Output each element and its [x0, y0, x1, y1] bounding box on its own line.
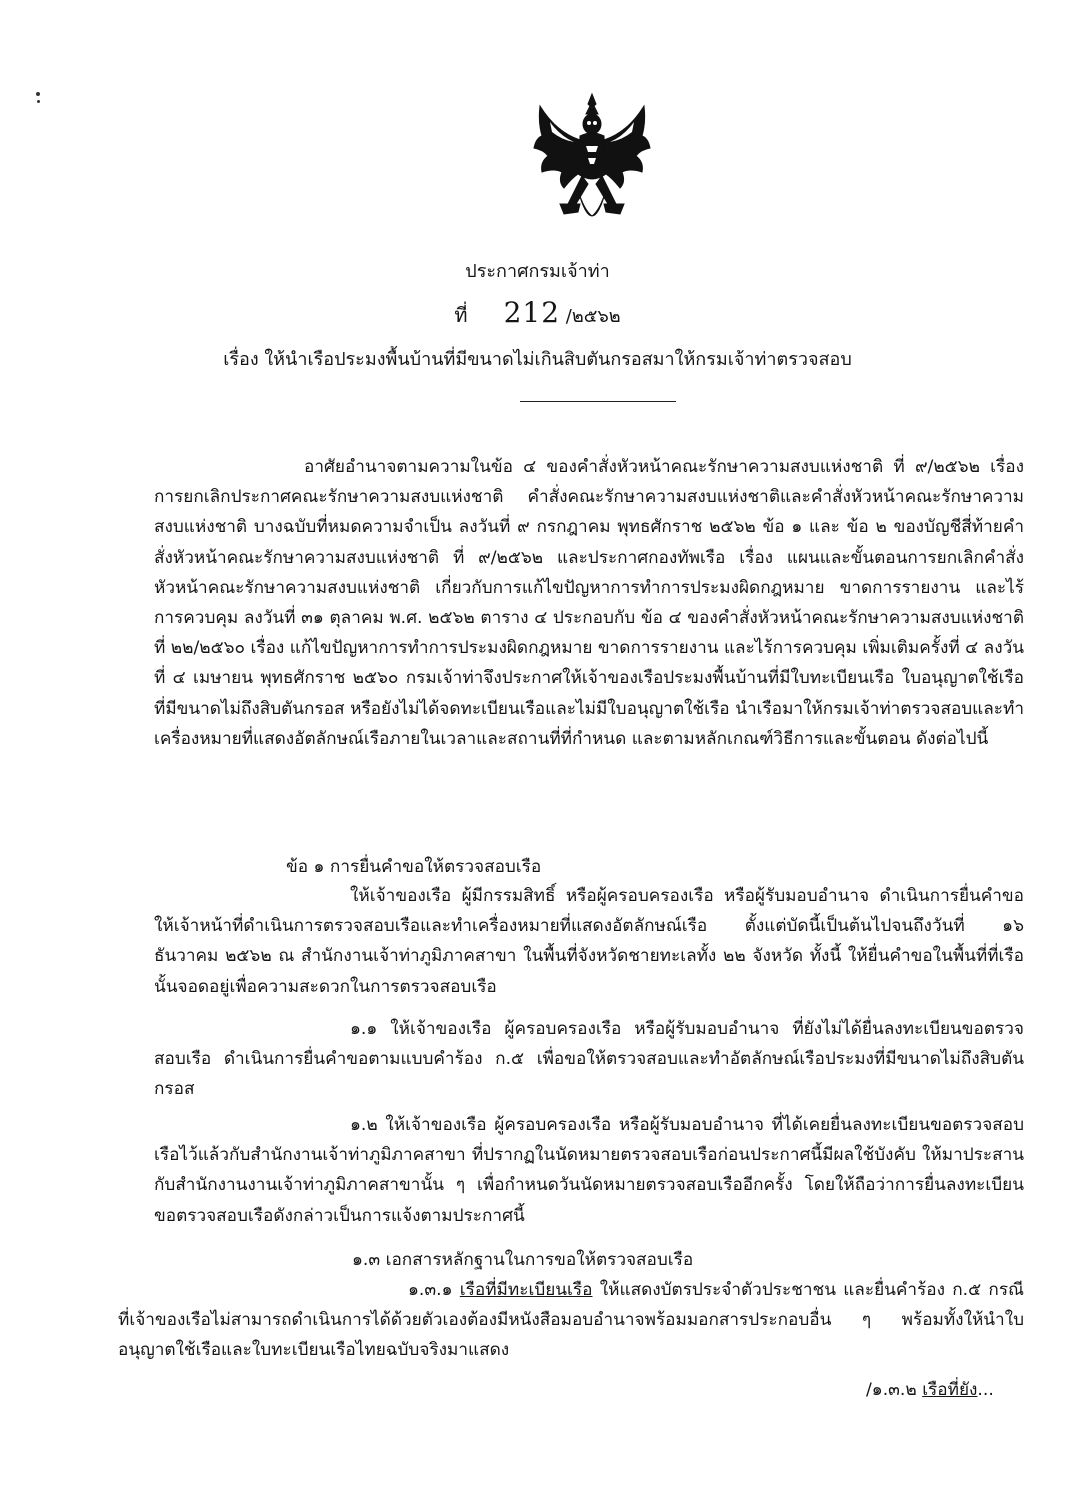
clause-1-2-paragraph: ๑.๒ ให้เจ้าของเรือ ผู้ครอบครองเรือ หรือผู้รับมอบอำนาจ ที่ได้เคยยื่นลงทะเบียนขอตรวจสอบเรือไว้แล้วกับสำนักงานเจ้าท่าภูมิภาคสาขา ที่ปรากฏในนัดหมายตรวจสอบเรือก่อนประกาศนี้มีผลใช้บังคับ ให้มาประสานกับสำนักงานงานเจ้าท่าภูมิภาคสาขานั้น ๆ เพื่อกำหนดวันนัดหมายตรวจสอบเรืออีกครั้ง โดยให้ถือว่าการยื่นลงทะเบียนขอตรวจสอบเรือดังกล่าวเป็นการแจ้งตามประกาศนี้: [154, 1115, 1024, 1226]
clause-1-paragraph: ให้เจ้าของเรือ ผู้มีกรรมสิทธิ์ หรือผู้ครอบครองเรือ หรือผู้รับมอบอำนาจ ดำเนินการยื่นคำขอให้เจ้าหน้าที่ดำเนินการตรวจสอบเรือและทำเครื่องหมายที่แสดงอัตลักษณ์เรือ ตั้งแต่บัดนี้เป็นต้นไปจนถึงวันที่ ๑๖ ธันวาคม ๒๕๖๒ ณ สำนักงานเจ้าท่าภูมิภาคสาขา ในพื้นที่จังหวัดชายทะเลทั้ง ๒๒ จังหวัด ทั้งนี้ ให้ยื่นคำขอในพื้นที่ที่เรือนั้นจอดอยู่เพื่อความสะดวกในการตรวจสอบเรือ: [154, 886, 1024, 997]
clause-1-3-1-text: ให้แสดงบัตรประจำตัวประชาชน และยื่นคำร้อง ก.๕ กรณีที่เจ้าของเรือไม่สามารถดำเนินการได้ด้วยตัวเองต้องมีหนังสือมอบอำนาจพร้อมมอกสารประกอบอื่น ๆ พร้อมทั้งให้นำใบอนุญาตใช้เรือและใบทะเบียนเรือไทยฉบับจริงมาแสดง: [118, 1280, 1025, 1361]
clause-1-3-1-underlined: เรือที่มีทะเบียนเรือ: [459, 1280, 593, 1300]
clause-1-3-heading: ๑.๓ เอกสารหลักฐานในการขอให้ตรวจสอบเรือ: [352, 1250, 694, 1270]
document-title: ประกาศกรมเจ้าท่า: [465, 261, 610, 282]
number-year: /๒๕๖๒: [565, 306, 621, 327]
clause-1-heading: ข้อ ๑ การยื่นคำขอให้ตรวจสอบเรือ: [286, 857, 542, 877]
subject-line: เรื่อง ให้นำเรือประมงพื้นบ้านที่มีขนาดไม่เกินสิบตันกรอสมาให้กรมเจ้าท่าตรวจสอบ: [223, 349, 852, 370]
scan-speck: [37, 100, 40, 103]
number-prefix: ที่: [454, 303, 468, 327]
scan-speck: [36, 92, 40, 96]
number-value: 212: [503, 296, 561, 329]
garuda-emblem-icon: [530, 92, 654, 242]
clause-1-1-paragraph: ๑.๑ ให้เจ้าของเรือ ผู้ครอบครองเรือ หรือผู้รับมอบอำนาจ ที่ยังไม่ได้ยื่นลงทะเบียนขอตรวจสอบเรือ ดำเนินการยื่นคำขอตามแบบคำร้อง ก.๕ เพื่อขอให้ตรวจสอบและทำอัตลักษณ์เรือประมงที่มีขนาดไม่ถึงสิบตันกรอส: [154, 1019, 1024, 1100]
clause-1-3-1-number: ๑.๓.๑: [408, 1280, 453, 1300]
clause-1-3-1-paragraph: [118, 1275, 1024, 1366]
footer-suffix: ...: [977, 1380, 994, 1400]
announcement-number: [0, 296, 1075, 331]
divider: [520, 401, 676, 402]
intro-paragraph: อาศัยอำนาจตามความในข้อ ๔ ของคำสั่งหัวหน้าคณะรักษาความสงบแห่งชาติ ที่ ๙/๒๕๖๒ เรื่อง การยกเลิกประกาศคณะรักษาความสงบแห่งชาติ คำสั่งคณะรักษาความสงบแห่งชาติและคำสั่งหัวหน้าคณะรักษาความสงบแห่งชาติ บางฉบับที่หมดความจำเป็น ลงวันที่ ๙ กรกฎาคม พุทธศักราช ๒๕๖๒ ข้อ ๑ และ ข้อ ๒ ของบัญชีสี่ท้ายคำสั่งหัวหน้าคณะรักษาความสงบแห่งชาติ ที่ ๙/๒๕๖๒ และประกาศกองทัพเรือ เรื่อง แผนและขั้นตอนการยกเลิกคำสั่งหัวหน้าคณะรักษาความสงบแห่งชาติ เกี่ยวกับการแก้ไขปัญหาการทำการประมงผิดกฎหมาย ขาดการรายงาน และไร้การควบคุม ลงวันที่ ๓๑ ตุลาคม พ.ศ. ๒๕๖๒ ตาราง ๔ ประกอบกับ ข้อ ๔ ของคำสั่งหัวหน้าคณะรักษาความสงบแห่งชาติ ที่ ๒๒/๒๕๖๐ เรื่อง แก้ไขปัญหาการทำการประมงผิดกฎหมาย ขาดการรายงาน และไร้การควบคุม เพิ่มเติมครั้งที่ ๔ ลงวันที่ ๔ เมษายน พุทธศักราช ๒๕๖๐ กรมเจ้าท่าจึงประกาศให้เจ้าของเรือประมงพื้นบ้านที่มีใบทะเบียนเรือ ใบอนุญาตใช้เรือที่มีขนาดไม่ถึงสิบตันกรอส หรือยังไม่ได้จดทะเบียนเรือและไม่มีใบอนุญาตใช้เรือ นำเรือมาให้กรมเจ้าท่าตรวจสอบและทำเครื่องหมายที่แสดงอัตลักษณ์เรือภายในเวลาและสถานที่ที่กำหนด และตามหลักเกณฑ์วิธีการและขั้นตอน ดังต่อไปนี้: [154, 457, 1024, 749]
footer-prefix: /๑.๓.๒: [866, 1380, 917, 1400]
continuation-footer: [866, 1375, 994, 1403]
footer-underlined: เรือที่ยัง: [922, 1380, 978, 1400]
